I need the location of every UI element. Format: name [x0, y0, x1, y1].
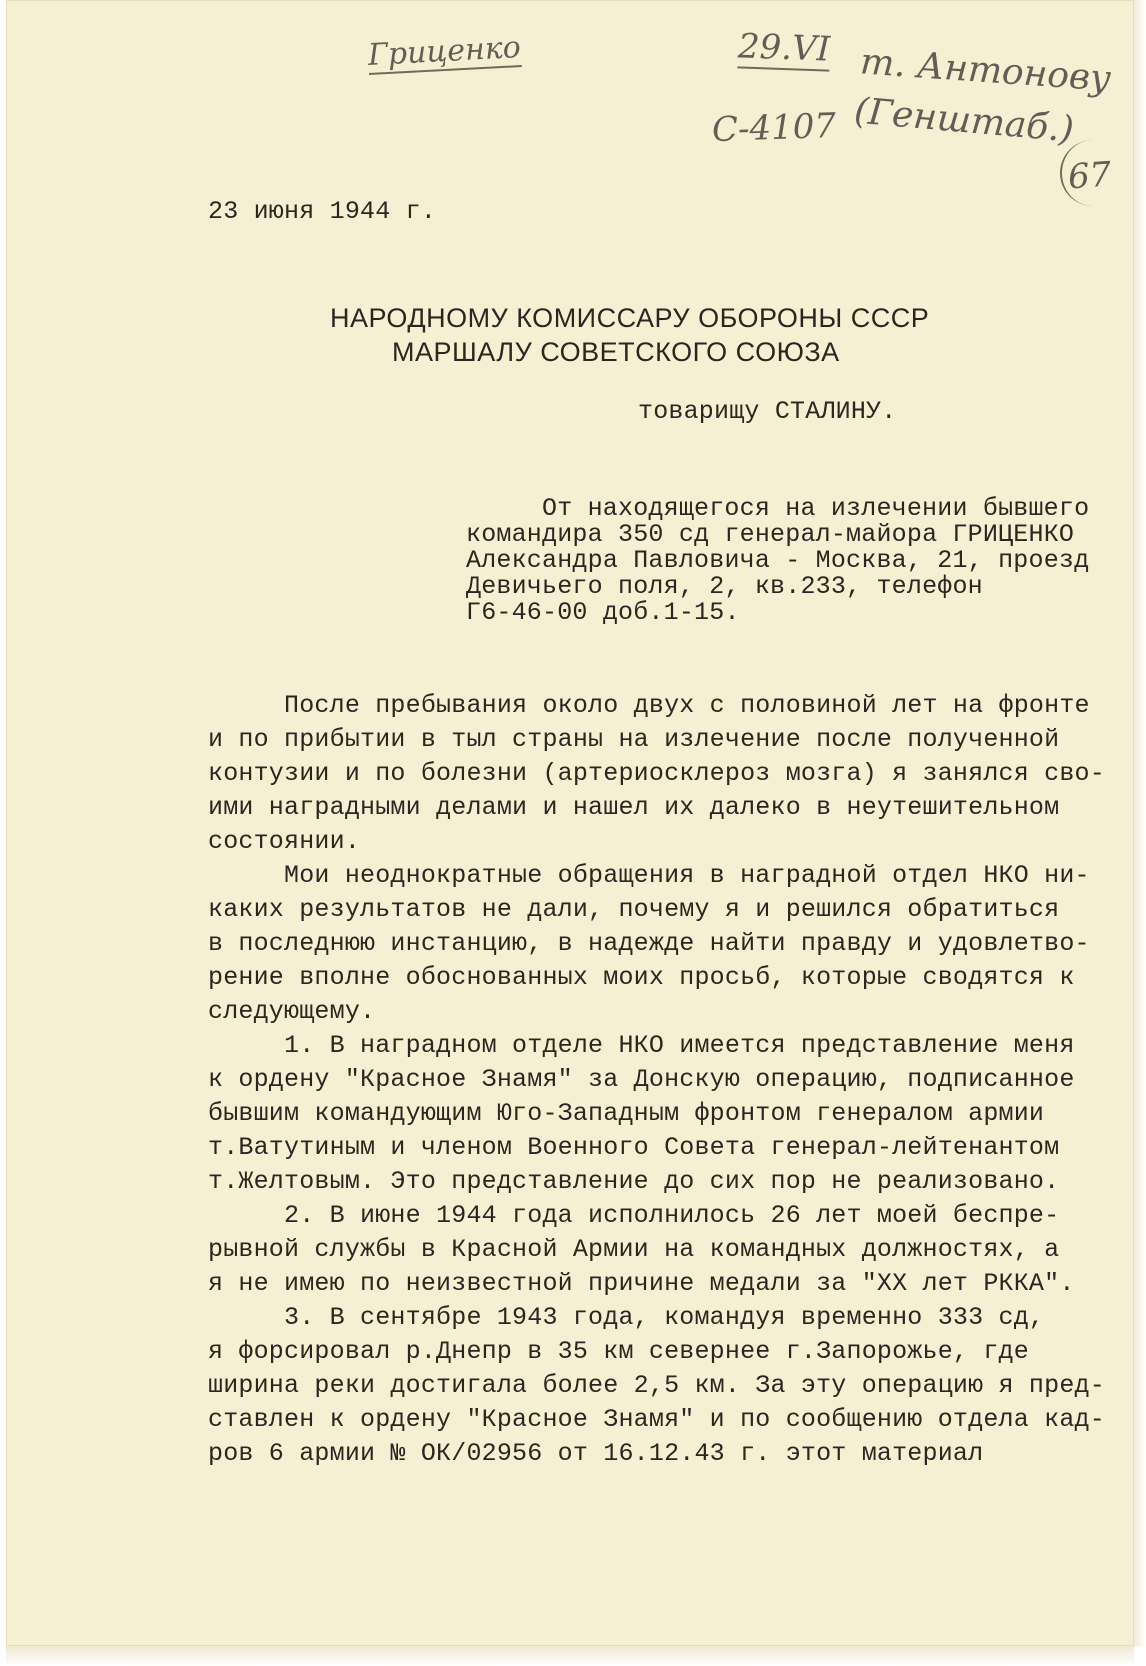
body-line: каких результатов не дали, почему я и решился обратиться [208, 895, 1060, 924]
handwritten-addressee: т. Антонову [858, 41, 1113, 100]
letter-body [208, 690, 1108, 1490]
body-line: т.Желтовым. Это представление до сих пор не реализовано. [208, 1167, 1060, 1196]
body-line: и по прибытии в тыл страны на излечение после полученной [208, 725, 1060, 754]
recipient-line-1: НАРОДНОМУ КОМИССАРУ ОБОРОНЫ СССР [330, 303, 930, 333]
scan-margin-bottom [6, 1646, 1134, 1666]
body-line: состоянии. [208, 827, 361, 856]
body-line: к ордену "Красное Знамя" за Донскую операцию, подписанное [208, 1065, 1075, 1094]
recipient-line-3: товарищу СТАЛИНУ. [638, 397, 897, 426]
body-line: в последнюю инстанцию, в надежде найти правду и удовлетво- [208, 929, 1090, 958]
sender-line: Г6-46-00 доб.1-15. [466, 598, 740, 627]
handwritten-name: Гриценко [367, 30, 522, 73]
body-line: следующему. [208, 997, 376, 1026]
body-line: я форсировал р.Днепр в 35 км севернее г.Запорожье, где [208, 1337, 1029, 1366]
body-line: я не имею по неизвестной причине медали за "XX лет РККА". [208, 1269, 1075, 1298]
body-line: ров 6 армии № ОК/02956 от 16.12.43 г. этот материал [208, 1439, 984, 1468]
body-line: бывшим командующим Юго-Западным фронтом генералом армии [208, 1099, 1045, 1128]
sender-line: От находящегося на излечении бывшего [542, 494, 1090, 523]
handwritten-reference-number: С-4107 [711, 105, 837, 151]
body-line: ставлен к ордену "Красное Знамя" и по сообщению отдела кад- [208, 1405, 1105, 1434]
sender-line: командира 350 сд генерал-майора ГРИЦЕНКО [466, 520, 1075, 549]
letter-date: 23 июня 1944 г. [208, 197, 437, 226]
body-line: 3. В сентябре 1943 года, командуя временно 333 сд, [208, 1303, 1045, 1332]
body-line: ширина реки достигала более 2,5 км. За эту операцию я пред- [208, 1371, 1105, 1400]
scan-margin-right [1134, 0, 1146, 1646]
handwritten-date: 29.VI [737, 26, 831, 70]
body-line: ими наградными делами и нашел их далеко в неутешительном [208, 793, 1060, 822]
recipient-line-2: МАРШАЛУ СОВЕТСКОГО СОЮЗА [392, 337, 840, 367]
body-line: рывной службы в Красной Армии на командных должностях, а [208, 1235, 1060, 1264]
handwritten-genshtab: (Генштаб.) [852, 90, 1076, 151]
body-line: 2. В июне 1944 года исполнилось 26 лет моей беспре- [208, 1201, 1060, 1230]
body-line: т.Ватутиным и членом Военного Совета генерал-лейтенантом [208, 1133, 1060, 1162]
body-line: 1. В наградном отделе НКО имеется представление меня [208, 1031, 1075, 1060]
body-line: рение вполне обоснованных моих просьб, которые сводятся к [208, 963, 1075, 992]
page-number: 67 [1066, 154, 1113, 198]
body-line: После пребывания около двух с половиной лет на фронте [208, 691, 1090, 720]
sender-line: Девичьего поля, 2, кв.233, телефон [466, 572, 983, 601]
sender-line: Александра Павловича - Москва, 21, проезд [466, 546, 1090, 575]
body-line: контузии и по болезни (артериосклероз мозга) я занялся сво- [208, 759, 1105, 788]
body-line: Мои неоднократные обращения в наградной отдел НКО ни- [208, 861, 1090, 890]
